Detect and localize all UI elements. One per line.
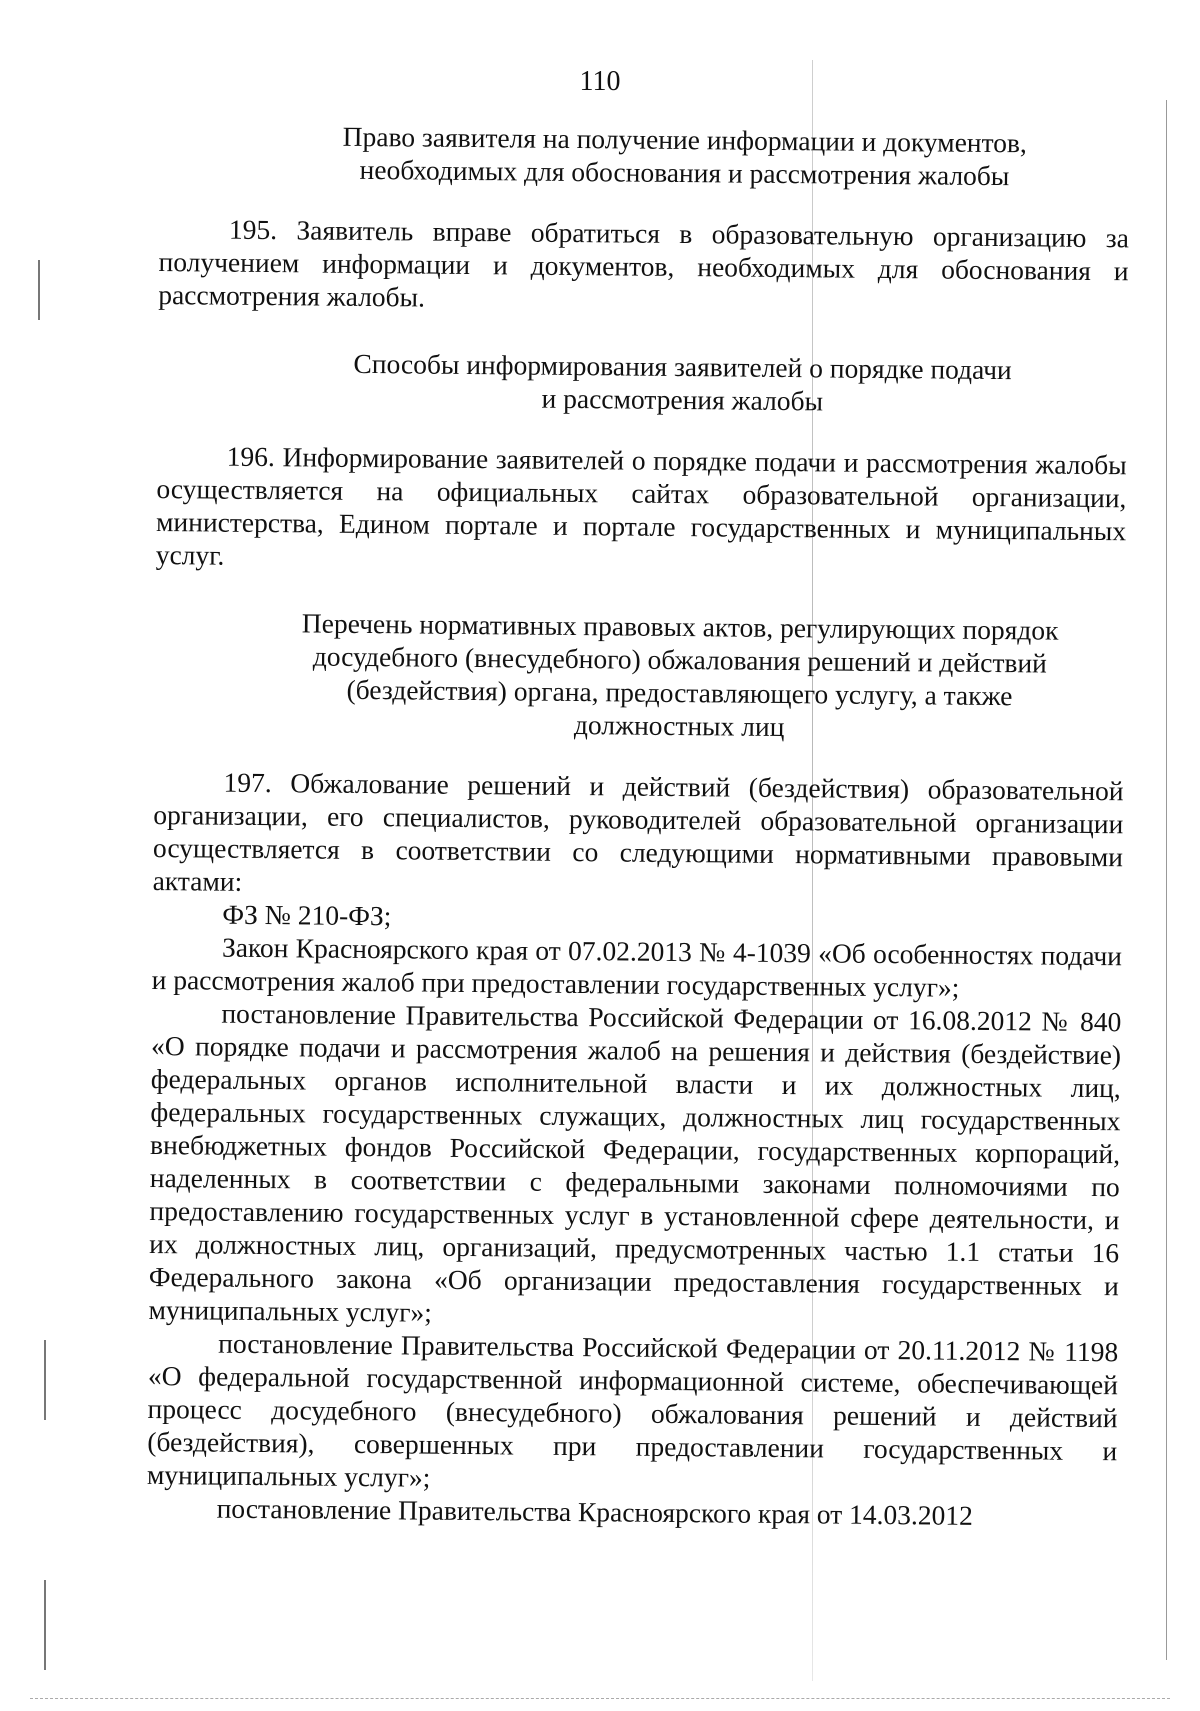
scan-edge-mark [44, 1580, 46, 1670]
paragraph-195: 195. Заявитель вправе обратиться в образовательную организацию за получением информации и документов, необходимых для обоснования и рассмотрения жалобы. [158, 213, 1130, 313]
section-heading: Право заявителя на получение информации и документов, необходимых для обоснования и рассмотрения жалобы [342, 120, 1028, 192]
list-item: постановление Правительства Красноярского края от 14.03.2012 [216, 1492, 974, 1531]
scan-bottom-edge [30, 1698, 1170, 1699]
list-item: Закон Красноярского края от 07.02.2013 № 4-1039 «Об особенностях подачи и рассмотрения жалоб при предоставлении государственных услуг»; [151, 931, 1123, 1003]
section-heading: Перечень нормативных правовых актов, регулирующих порядок досудебного (внесудебного) обжалования решений и действий (бездействия) органа, предоставляющего услугу, а также должностных лиц [301, 607, 1059, 743]
section-heading: Способы информирования заявителей о порядке подачи и рассмотрения жалобы [353, 347, 1012, 417]
scan-edge-mark [38, 260, 40, 320]
scan-edge-mark [44, 1340, 46, 1420]
paragraph-196: 196. Информирование заявителей о порядке подачи и рассмотрения жалобы осуществляется на официальных сайтах образовательной организации, министерства, Едином портале и портале государственных и муниципальных услуг. [155, 440, 1127, 571]
scan-right-edge [1166, 100, 1167, 1660]
document-body [147, 118, 1130, 1533]
list-item: ФЗ № 210-ФЗ; [222, 898, 392, 932]
list-item: постановление Правительства Российской Федерации от 20.11.2012 № 1198 «О федеральной государственной информационной системе, обеспечивающей процесс досудебного (внесудебного) обжалования решений и действий (бездействия), совершенных при предоставлении государственных и муниципальных услуг»; [146, 1327, 1119, 1493]
paragraph-197: 197. Обжалование решений и действий (бездействия) образовательной организации, его специалистов, руководителей образовательной организации осуществляется в соответствии со следующими нормативными правовыми актами: [152, 766, 1124, 897]
page-number: 110 [579, 66, 621, 97]
list-item: постановление Правительства Российской Федерации от 16.08.2012 № 840 «О порядке подачи и рассмотрения жалоб на решения и действия (бездействие) федеральных органов исполнительной власти и их должностных лиц, федеральных государственных служащих, должностных лиц государственных внебюджетных фондов Российской Федерации, государственных корпораций, наделенных в соответствии с федеральными законами полномочиями по предоставлению государственных услуг в установленной сфере деятельности, и их должностных лиц, организаций, предусмотренных частью 1.1 статьи 16 Федерального закона «Об организации предоставления государственных и муниципальных услуг»; [148, 997, 1122, 1328]
